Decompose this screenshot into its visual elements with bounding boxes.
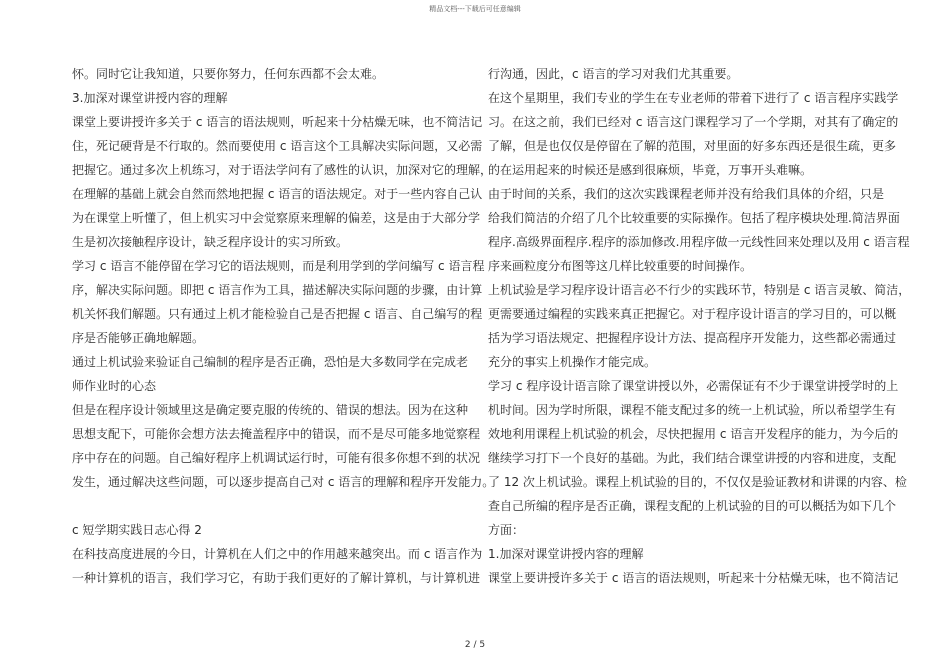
page-header: 精品文档---下载后可任意编辑	[429, 5, 521, 13]
text-line: 序是否能够正确地解题。	[72, 331, 205, 345]
text-line: 机时间。因为学时所限，课程不能支配过多的统一上机试验，所以希望学生有	[488, 403, 897, 417]
text-line: 把握它。通过多次上机练习，对于语法学问有了感性的认识，加深对它的理解，	[72, 163, 493, 177]
text-line: 住，死记硬背是不行取的。然而要使用 c 语言这个工具解决实际问题，又必需	[72, 139, 483, 153]
text-line: 学习 c 程序设计语言除了课堂讲授以外，必需保证有不少于课堂讲授学时的上	[488, 379, 899, 393]
text-line: 上机试验是学习程序设计语言必不行少的实践环节，特别是 c 语言灵敏、简洁，	[488, 283, 911, 297]
text-line: 序来画粒度分布图等这几样比较重要的时间操作。	[488, 259, 753, 273]
text-line: 为在课堂上听懂了，但上机实习中会觉察原来理解的偏差，这是由于大部分学	[72, 211, 481, 225]
text-line: 了解，但是也仅仅是停留在了解的范围，对里面的好多东西还是很生疏，更多	[488, 139, 897, 153]
text-line: 由于时间的关系，我们的这次实践课程老师并没有给我们具体的介绍，只是	[488, 187, 885, 201]
text-line: 一种计算机的语言，我们学习它，有助于我们更好的了解计算机，与计算机进	[72, 571, 481, 585]
text-line: 3.加深对课堂讲授内容的理解	[72, 91, 228, 105]
text-line: 1.加深对课堂讲授内容的理解	[488, 547, 644, 561]
right-column	[488, 62, 911, 590]
text-line: 的在运用起来的时候还是感到很麻烦，毕竟，万事开头难嘛。	[488, 163, 813, 177]
text-line	[72, 494, 464, 518]
text-line: 课堂上要讲授许多关于 c 语言的语法规则，听起来十分枯燥无味，也不简洁记	[488, 571, 899, 585]
text-line: 程序.高级界面程序.程序的添加修改.用程序做一元线性回来处理以及用 c 语言程	[488, 235, 910, 249]
text-line: 发生，通过解决这些问题，可以逐步提高自己对 c 语言的理解和程序开发能力。	[72, 475, 495, 489]
text-line: 更需要通过编程的实践来真正把握它。对于程序设计语言的学习目的，可以概	[488, 307, 897, 321]
text-line: 在科技高度进展的今日，计算机在人们之中的作用越来越突出。而 c 语言作为	[72, 547, 483, 561]
text-line: 生是初次接触程序设计，缺乏程序设计的实习所致。	[72, 235, 349, 249]
text-line: 在理解的基础上就会自然而然地把握 c 语言的语法规定。对于一些内容自己认	[72, 187, 483, 201]
text-line: 序，解决实际问题。即把 c 语言作为工具，描述解决实际问题的步骤，由计算	[72, 283, 483, 297]
text-line: 序中存在的问题。自己编好程序上机调试运行时，可能有很多你想不到的状况	[72, 451, 481, 465]
text-line: 充分的事实上机操作才能完成。	[488, 355, 657, 369]
text-line: 机关怀我们解题。只有通过上机才能检验自己是否把握 c 语言、自己编写的程	[72, 307, 483, 321]
text-line: 继续学习打下一个良好的基础。为此，我们结合课堂讲授的内容和进度，支配	[488, 451, 897, 465]
left-column	[72, 62, 495, 590]
page-number: 2 / 5	[464, 640, 486, 650]
text-line: 思想支配下，可能你会想方法去掩盖程序中的错误，而不是尽可能多地觉察程	[72, 427, 481, 441]
text-line: 查自己所编的程序是否正确，课程支配的上机试验的目的可以概括为如下几个	[488, 499, 897, 513]
text-line: 课堂上要讲授许多关于 c 语言的语法规则，听起来十分枯燥无味，也不简洁记	[72, 115, 483, 129]
text-line: 行沟通，因此，c 语言的学习对我们尤其重要。	[488, 67, 739, 81]
text-line: 学习 c 语言不能停留在学习它的语法规则，而是利用学到的学问编写 c 语言程	[72, 259, 485, 273]
text-line: 效地利用课程上机试验的机会，尽快把握用 c 语言开发程序的能力，为今后的	[488, 427, 899, 441]
text-line: 但是在程序设计领域里这是确定要克服的传统的、错误的想法。因为在这种	[72, 403, 469, 417]
text-line: 习。在这之前，我们已经对 c 语言这门课程学习了一个学期，对其有了确定的	[488, 115, 899, 129]
text-line: 通过上机试验来验证自己编制的程序是否正确，恐怕是大多数同学在完成老	[72, 355, 469, 369]
text-line: 怀。同时它让我知道，只要你努力，任何东西都不会太难。	[72, 67, 385, 81]
text-line: 在这个星期里，我们专业的学生在专业老师的带着下进行了 c 语言程序实践学	[488, 91, 899, 105]
text-line: 师作业时的心态	[72, 379, 157, 393]
text-line: 给我们简洁的介绍了几个比较重要的实际操作。包括了程序模块处理.简洁界面	[488, 211, 900, 225]
text-line: 了 12 次上机试验。课程上机试验的目的，不仅仅是验证教材和讲课的内容、检	[488, 475, 907, 489]
text-line: 括为学习语法规定、把握程序设计方法、提高程序开发能力，这些都必需通过	[488, 331, 897, 345]
text-line: c 短学期实践日志心得 2	[72, 523, 202, 537]
text-line: 方面：	[488, 523, 525, 537]
